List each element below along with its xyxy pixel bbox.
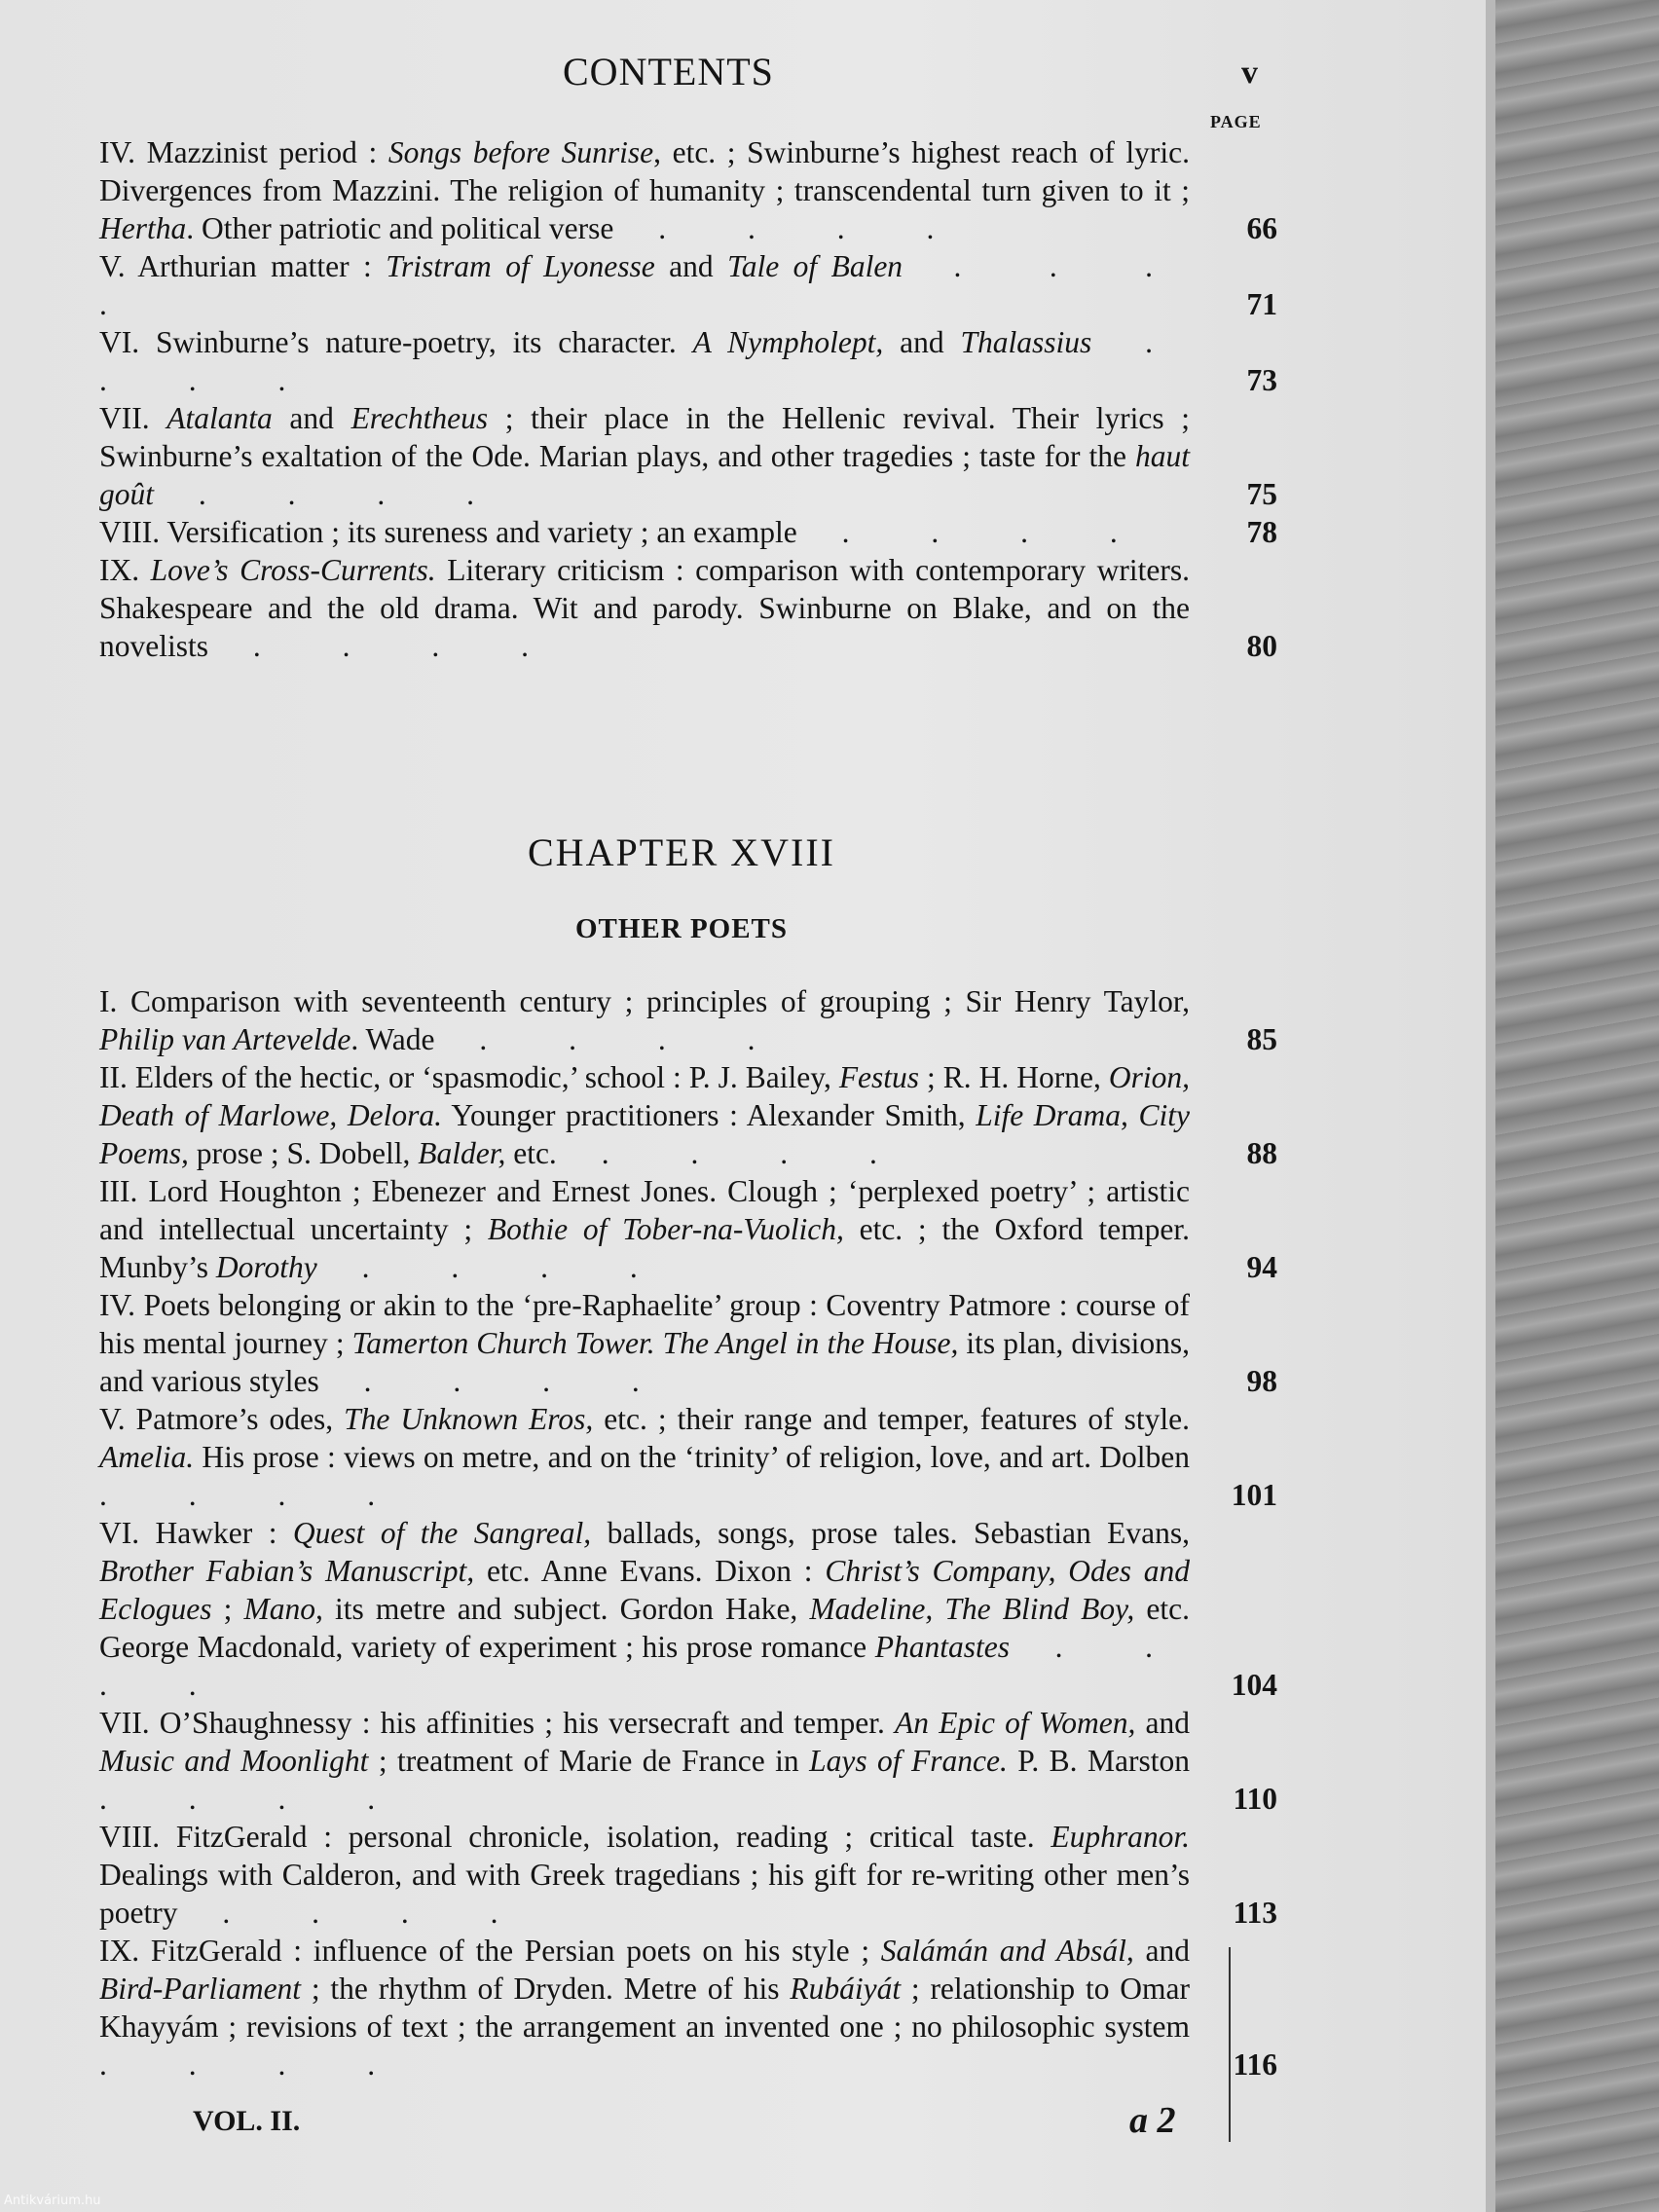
dot-leader: . . . . bbox=[154, 477, 512, 511]
contents-list-chapter-xviii bbox=[99, 982, 1277, 2083]
toc-title-italic: haut goût bbox=[99, 439, 1190, 511]
toc-entry-text bbox=[99, 247, 1190, 323]
toc-entry-text bbox=[99, 1058, 1190, 1172]
toc-entry bbox=[99, 1286, 1277, 1400]
dot-leader: . . . . bbox=[434, 1022, 793, 1056]
toc-text-run: its metre and subject. Gordon Hake, bbox=[322, 1592, 810, 1626]
dot-leader: . . . . bbox=[99, 1478, 413, 1512]
toc-text-run: IV. Poets belonging or akin to the ‘pre-Raphaelite’ group : Coventry Patmore : course of his mental journey ; bbox=[99, 1288, 1190, 1360]
toc-entry-text bbox=[99, 1932, 1190, 2083]
toc-entry-text bbox=[99, 1514, 1190, 1704]
chapter-heading: CHAPTER XVIII bbox=[528, 830, 835, 874]
dot-leader: . . . . bbox=[99, 1782, 413, 1816]
toc-page-number: 101 bbox=[1231, 1478, 1277, 1512]
toc-entry-text bbox=[99, 1286, 1190, 1400]
toc-text-run: ; their place in the Hellenic revival. Their lyrics ; Swinburne’s exaltation of the Ode. Marian plays, and other tragedies ; taste for the bbox=[99, 401, 1190, 473]
toc-text-run: , etc. ; Swinburne’s highest reach of lyric. Divergences from Mazzini. The religion of humanity ; transcendental turn given to it ; bbox=[99, 135, 1191, 207]
toc-text-run: IX. bbox=[99, 553, 151, 587]
toc-title-italic: Thalassius bbox=[960, 325, 1092, 359]
toc-text-run: III. Lord Houghton ; Ebenezer and Ernest Jones. Clough ; ‘perplexed poetry’ ; artistic and intellectual uncertainty ; bbox=[99, 1174, 1190, 1246]
toc-title-italic: Rubáiyát bbox=[790, 1972, 902, 2006]
toc-entry-text bbox=[99, 551, 1190, 665]
toc-entry bbox=[99, 1172, 1277, 1286]
dot-leader: . . . . bbox=[99, 249, 1190, 321]
dot-leader: . . . . bbox=[796, 515, 1155, 549]
toc-entry bbox=[99, 1932, 1277, 2083]
toc-text-run: and bbox=[883, 325, 961, 359]
toc-entry bbox=[99, 513, 1277, 551]
toc-entry bbox=[99, 551, 1277, 665]
watermark: Antikvárium.hu bbox=[4, 2194, 101, 2208]
running-title: CONTENTS bbox=[563, 50, 774, 93]
toc-text-run: ; bbox=[211, 1592, 244, 1626]
toc-text-run: V. Patmore’s odes, bbox=[99, 1402, 345, 1436]
toc-entry bbox=[99, 1514, 1277, 1704]
running-header bbox=[0, 49, 1486, 107]
contents-list-chapter-xvii bbox=[99, 133, 1277, 665]
toc-entry bbox=[99, 247, 1277, 323]
dot-leader: . . . . bbox=[99, 1630, 1191, 1702]
toc-page-number: 85 bbox=[1246, 1022, 1277, 1056]
toc-text-run: ; relationship to Omar Khayyám ; revisions of text ; the arrangement an invented one ; no philosophic system bbox=[99, 1972, 1190, 2044]
toc-text-run: etc. bbox=[505, 1136, 557, 1170]
dot-leader: . . . . bbox=[318, 1364, 677, 1398]
toc-entry-text bbox=[99, 1172, 1190, 1286]
toc-text-run: etc. ; their range and temper, features of style. bbox=[593, 1402, 1190, 1436]
toc-entry-text bbox=[99, 323, 1190, 399]
toc-text-run: Literary criticism : comparison with contemporary writers. Shakespeare and the old drama. Wit and parody. Swinburne on Blake, and on the novelists bbox=[99, 553, 1190, 663]
toc-entry bbox=[99, 1704, 1277, 1818]
toc-entry bbox=[99, 399, 1277, 513]
toc-text-run: prose ; S. Dobell, bbox=[188, 1136, 419, 1170]
toc-title-italic: Love’s Cross-Currents. bbox=[150, 553, 436, 587]
toc-text-run: . Other patriotic and political verse bbox=[186, 211, 614, 245]
toc-text-run: and bbox=[272, 401, 351, 435]
dot-leader: . . . . bbox=[177, 1896, 535, 1930]
toc-text-run: ; treatment of Marie de France in bbox=[368, 1744, 810, 1778]
toc-page-number: 116 bbox=[1233, 2047, 1277, 2082]
toc-text-run: . Wade bbox=[350, 1022, 435, 1056]
toc-text-run: VI. Hawker : bbox=[99, 1516, 293, 1550]
toc-page-number: 113 bbox=[1233, 1896, 1277, 1930]
toc-entry-text bbox=[99, 399, 1190, 513]
toc-title-italic: An Epic of Women, bbox=[895, 1706, 1136, 1740]
toc-text-run: ; the rhythm of Dryden. Metre of his bbox=[301, 1972, 791, 2006]
dot-leader: . . . . bbox=[99, 2047, 413, 2082]
toc-text-run: I. Comparison with seventeenth century ; principles of grouping ; Sir Henry Taylor, bbox=[99, 984, 1190, 1018]
toc-title-italic: Mano, bbox=[243, 1592, 323, 1626]
toc-title-italic: Erechtheus bbox=[350, 401, 489, 435]
toc-text-run: ; R. H. Horne, bbox=[919, 1060, 1109, 1094]
dot-leader: . . . . bbox=[208, 629, 567, 663]
toc-page-number: 80 bbox=[1246, 629, 1277, 663]
toc-entry-text bbox=[99, 133, 1190, 247]
toc-text-run: ballads, songs, prose tales. Sebastian Evans, bbox=[591, 1516, 1190, 1550]
toc-text-run: etc. George Macdonald, variety of experiment ; his prose romance bbox=[99, 1592, 1191, 1664]
toc-text-run: etc. Anne Evans. Dixon : bbox=[474, 1554, 826, 1588]
toc-text-run: IV. Mazzinist period : bbox=[99, 135, 388, 169]
volume-label: VOL. II. bbox=[193, 2105, 301, 2137]
signature-mark: a 2 bbox=[1129, 2100, 1176, 2141]
page-column-label: PAGE bbox=[1210, 112, 1262, 131]
toc-entry bbox=[99, 1058, 1277, 1172]
toc-text-run: VII. O’Shaughnessy : his affinities ; his versecraft and temper. bbox=[99, 1706, 896, 1740]
toc-text-run: etc. ; the Oxford temper. Munby’s bbox=[99, 1212, 1190, 1284]
toc-entry bbox=[99, 982, 1277, 1058]
toc-title-italic: Madeline, The Blind Boy, bbox=[809, 1592, 1135, 1626]
toc-entry bbox=[99, 1818, 1277, 1932]
toc-page-number: 73 bbox=[1246, 363, 1277, 397]
toc-page-number: 104 bbox=[1231, 1668, 1277, 1702]
toc-title-italic: Bothie of Tober-na-Vuolich, bbox=[487, 1212, 844, 1246]
toc-text-run: VII. bbox=[99, 401, 167, 435]
toc-entry-text bbox=[99, 513, 1190, 551]
toc-entry bbox=[99, 323, 1277, 399]
dot-leader: . . . . bbox=[316, 1250, 675, 1284]
toc-entry-text bbox=[99, 1818, 1190, 1932]
toc-entry-text bbox=[99, 1400, 1190, 1514]
toc-page-number: 110 bbox=[1233, 1782, 1277, 1816]
toc-text-run: VIII. FitzGerald : personal chronicle, isolation, reading ; critical taste. bbox=[99, 1820, 1051, 1854]
chapter-subtitle: OTHER POETS bbox=[574, 913, 789, 944]
toc-page-number: 94 bbox=[1246, 1250, 1277, 1284]
toc-title-italic: Music and Moonlight bbox=[99, 1744, 369, 1778]
toc-title-italic: Brother Fabian’s Manuscript, bbox=[99, 1554, 475, 1588]
toc-page-number: 98 bbox=[1246, 1364, 1277, 1398]
toc-title-italic: Bird-Parliament bbox=[99, 1972, 302, 2006]
toc-page-number: 71 bbox=[1246, 287, 1277, 321]
toc-title-italic: Philip van Artevelde bbox=[99, 1022, 351, 1056]
margin-rule bbox=[1229, 1947, 1231, 2142]
toc-text-run: VI. Swinburne’s nature-poetry, its character. bbox=[99, 325, 693, 359]
toc-title-italic: Dorothy bbox=[215, 1250, 317, 1284]
dot-leader: . . . . bbox=[613, 211, 972, 245]
toc-title-italic: Life Drama, City Poems, bbox=[99, 1098, 1190, 1170]
toc-page-number: 88 bbox=[1246, 1136, 1277, 1170]
toc-entry bbox=[99, 1400, 1277, 1514]
toc-text-run: and bbox=[654, 249, 728, 283]
page-edge-background bbox=[1486, 0, 1659, 2212]
toc-title-italic: Tristram of Lyonesse bbox=[386, 249, 655, 283]
toc-title-italic: Tale of Balen bbox=[727, 249, 903, 283]
toc-text-run: P. B. Marston bbox=[1007, 1744, 1190, 1778]
toc-title-italic: Orion, Death of Marlowe, Delora. bbox=[99, 1060, 1190, 1132]
toc-text-run: V. Arthurian matter : bbox=[99, 249, 387, 283]
toc-text-run: Dealings with Calderon, and with Greek tragedians ; his gift for re-writing other men’s poetry bbox=[99, 1858, 1190, 1930]
toc-title-italic: Atalanta bbox=[166, 401, 273, 435]
toc-text-run: VIII. Versification ; its sureness and variety ; an example bbox=[99, 515, 797, 549]
toc-title-italic: Amelia. bbox=[99, 1440, 195, 1474]
toc-title-italic: A Nympholept, bbox=[692, 325, 884, 359]
toc-page-number: 78 bbox=[1246, 515, 1277, 549]
toc-title-italic: Phantastes bbox=[874, 1630, 1011, 1664]
toc-title-italic: Quest of the Sangreal, bbox=[292, 1516, 592, 1550]
toc-title-italic: Tamerton Church Tower. The Angel in the House, bbox=[351, 1326, 959, 1360]
toc-text-run: IX. FitzGerald : influence of the Persian poets on his style ; bbox=[99, 1934, 881, 1968]
toc-title-italic: Christ’s Company, Odes and Eclogues bbox=[99, 1554, 1190, 1626]
toc-text-run: and bbox=[1133, 1934, 1190, 1968]
toc-text-run: and bbox=[1135, 1706, 1191, 1740]
toc-text-run: Younger practitioners : Alexander Smith, bbox=[441, 1098, 977, 1132]
toc-text-run: His prose : views on metre, and on the ‘trinity’ of religion, love, and art. Dolben bbox=[194, 1440, 1190, 1474]
toc-title-italic: Hertha bbox=[99, 211, 187, 245]
toc-title-italic: Euphranor. bbox=[1051, 1820, 1190, 1854]
toc-page-number: 66 bbox=[1246, 211, 1277, 245]
toc-text-run: its plan, divisions, and various styles bbox=[99, 1326, 1190, 1398]
toc-title-italic: Songs before Sunrise bbox=[387, 135, 654, 169]
toc-title-italic: Salámán and Absál, bbox=[880, 1934, 1134, 1968]
toc-title-italic: Lays of France. bbox=[809, 1744, 1008, 1778]
toc-title-italic: The Unknown Eros, bbox=[344, 1402, 594, 1436]
dot-leader: . . . . bbox=[556, 1136, 914, 1170]
toc-title-italic: Festus bbox=[838, 1060, 920, 1094]
toc-title-italic: Balder, bbox=[418, 1136, 506, 1170]
toc-entry bbox=[99, 133, 1277, 247]
toc-text-run: II. Elders of the hectic, or ‘spasmodic,’ school : P. J. Bailey, bbox=[99, 1060, 839, 1094]
dot-leader: . . . . bbox=[99, 325, 1190, 397]
toc-page-number: 75 bbox=[1246, 477, 1277, 511]
toc-entry-text bbox=[99, 1704, 1190, 1818]
page-number: v bbox=[1241, 55, 1258, 91]
toc-entry-text bbox=[99, 982, 1190, 1058]
